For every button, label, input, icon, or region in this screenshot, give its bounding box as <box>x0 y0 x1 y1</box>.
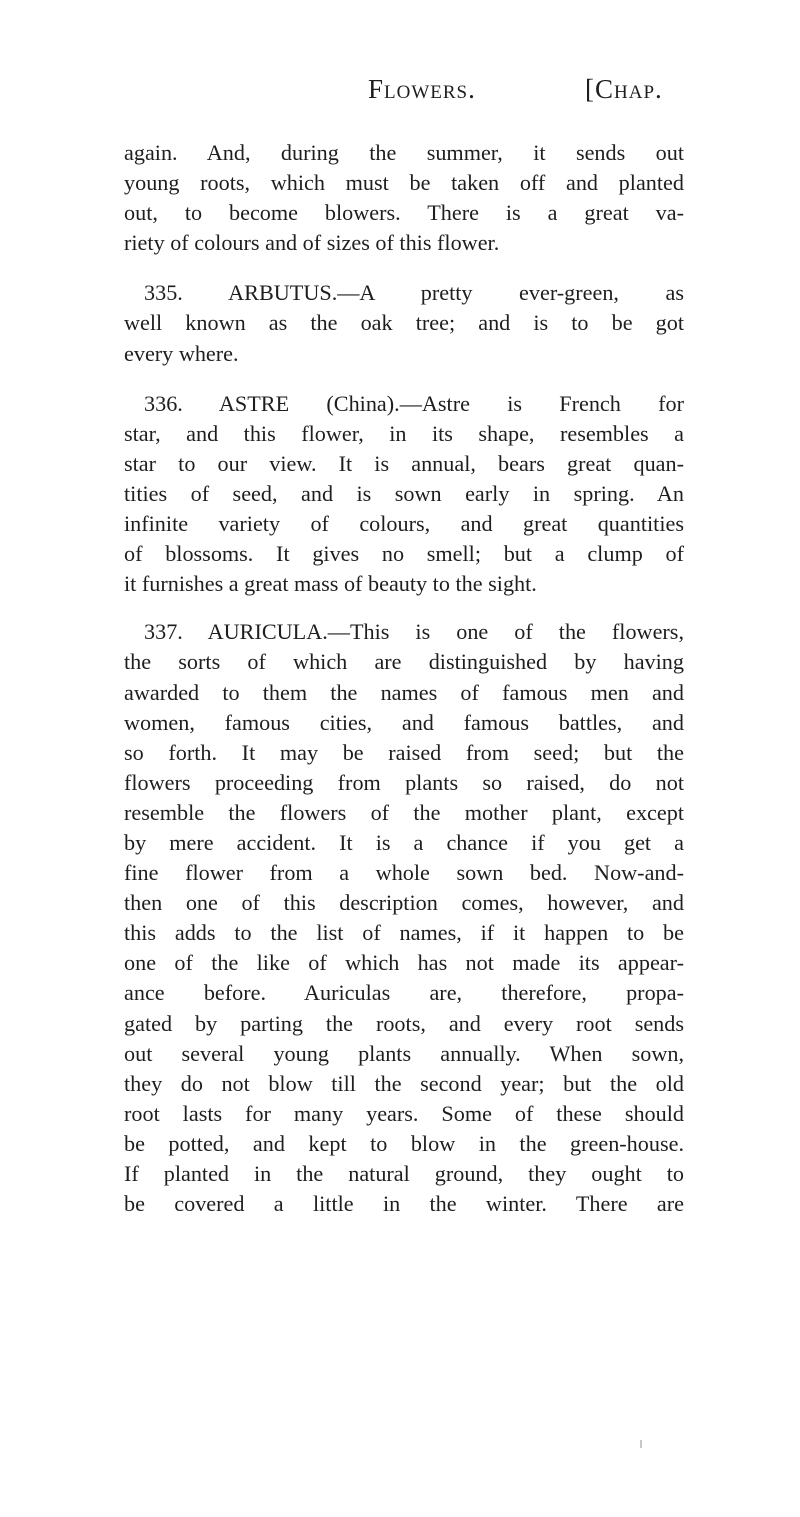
running-title: Flowers. <box>368 74 476 104</box>
text-line: If planted in the natural ground, they ought to <box>124 1161 684 1186</box>
text-line: every where. <box>124 340 239 366</box>
text-line: again. And, during the summer, it sends out <box>124 140 684 165</box>
text-line: well known as the oak tree; and is to be got <box>124 310 684 336</box>
text-line: it furnishes a great mass of beauty to the sight. <box>124 571 537 597</box>
text-line: star to our view. It is annual, bears great quan- <box>124 450 684 476</box>
text-line: 336. ASTRE (China).—Astre is French for <box>144 390 684 416</box>
text-line: be covered a little in the winter. There are <box>124 1191 684 1217</box>
text-line: infinite variety of colours, and great quantities <box>124 511 684 537</box>
text-line: they do not blow till the second year; but the old <box>124 1070 684 1096</box>
text-line: one of the like of which has not made its appear- <box>124 950 684 976</box>
text-line: so forth. It may be raised from seed; but the <box>124 739 684 765</box>
text-line: root lasts for many years. Some of these should <box>124 1100 684 1126</box>
text-line: young roots, which must be taken off and planted <box>124 170 684 196</box>
text-line: of blossoms. It gives no smell; but a clump of <box>124 541 684 567</box>
paper-speck <box>640 1440 642 1448</box>
paragraph-335-arbutus <box>124 278 684 368</box>
text-line: by mere accident. It is a chance if you get a <box>124 829 684 855</box>
text-line: gated by parting the roots, and every root sends <box>124 1010 684 1036</box>
paragraph-336-astre <box>124 389 684 600</box>
running-header <box>0 74 800 114</box>
paragraph-continuation <box>124 138 684 258</box>
text-line: star, and this flower, in its shape, resembles a <box>124 420 684 446</box>
text-line: ance before. Auriculas are, therefore, propa- <box>124 980 684 1006</box>
text-line: tities of seed, and is sown early in spring. An <box>124 480 684 506</box>
text-line: fine flower from a whole sown bed. Now-and- <box>124 860 684 886</box>
text-line: 335. ARBUTUS.—A pretty ever-green, as <box>144 280 684 306</box>
text-line: the sorts of which are distinguished by having <box>124 649 684 675</box>
text-line: 337. AURICULA.—This is one of the flowers, <box>144 619 684 645</box>
text-line: then one of this description comes, however, and <box>124 890 684 916</box>
text-line: riety of colours and of sizes of this flower. <box>124 230 500 256</box>
text-line: this adds to the list of names, if it happen to be <box>124 920 684 946</box>
chapter-mark: [Chap. <box>585 74 663 104</box>
text-line: be potted, and kept to blow in the green-house. <box>124 1130 684 1156</box>
text-line: women, famous cities, and famous battles, and <box>124 709 684 735</box>
text-line: flowers proceeding from plants so raised, do not <box>124 769 684 795</box>
paragraph-337-auricula <box>124 617 684 1219</box>
text-line: awarded to them the names of famous men and <box>124 679 684 705</box>
text-line: resemble the flowers of the mother plant, except <box>124 799 684 825</box>
text-line: out, to become blowers. There is a great va- <box>124 200 684 226</box>
text-line: out several young plants annually. When sown, <box>124 1040 684 1066</box>
body-text <box>124 138 684 1219</box>
